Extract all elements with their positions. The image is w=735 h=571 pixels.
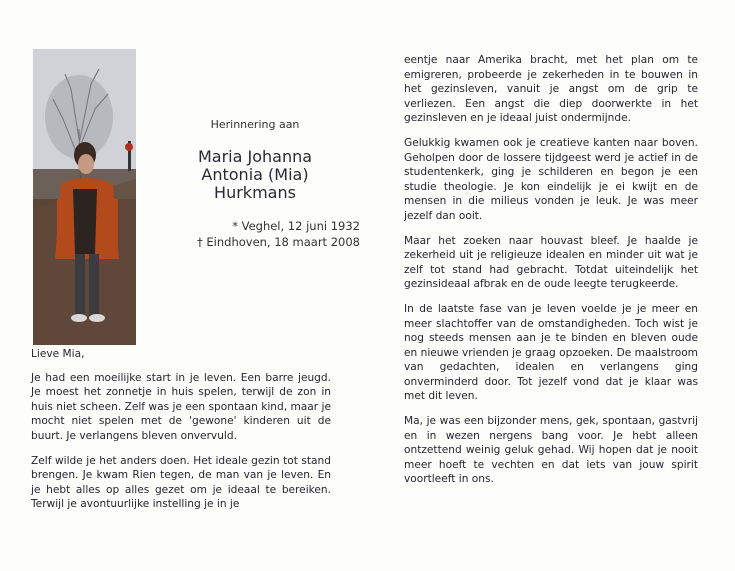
letter-left-column xyxy=(31,347,331,512)
heading-block xyxy=(150,118,360,202)
paragraph-2: Zelf wilde je het anders doen. Het ideale gezin tot stand brengen. Je kwam Rien tegen, de man van je leven. En je hebt alles op alles gezet om je ideaal te bereiken. Terwijl je avontuurlijke instelling je in je xyxy=(31,454,331,511)
dates-block xyxy=(150,218,360,250)
paragraph-7: Ma, je was een bijzonder mens, gek, spontaan, gastvrij en in wezen nergens bang voor. Je hebt alleen ontzettend weinig geluk gehad. Wij hopen dat je nooit meer hoeft te vechten en dat iets van jouw spirit voortleeft in ons. xyxy=(404,415,698,486)
in-memory-label: Herinnering aan xyxy=(210,118,300,131)
portrait-photo xyxy=(33,49,136,345)
greeting: Lieve Mia, xyxy=(31,348,85,360)
letter-right-column xyxy=(404,53,698,487)
name-line-2: Antonia (Mia) xyxy=(201,165,309,184)
paragraph-6: In de laatste fase van je leven voelde je je meer en meer slachtoffer van de omstandigheden. Toch wist je nog steeds mensen aan je te binden en bleven oude en nieuwe vrienden je graag opzoeken. De maalstroom van gedachten, idealen en verlangens ging onverminderd door. Tot jezelf vond dat je klaar was met dit leven. xyxy=(404,302,699,403)
name-line-1: Maria Johanna xyxy=(197,147,313,166)
paragraph-1: Je had een moeilijke start in je leven. Een barre jeugd. Je moest het zonnetje in huis spelen, terwijl de zon in huis niet scheen. Zelf was je een spontaan kind, maar je mocht niet spelen met de 'gewone' kinderen uit de buurt. Je verlangens bleven onvervuld. xyxy=(31,371,331,442)
death-date: † Eindhoven, 18 maart 2008 xyxy=(196,235,360,249)
paragraph-4: Gelukkig kwamen ook je creatieve kanten naar boven. Geholpen door de lossere tijdgeest werd je actief in de studentenkerk, ging je schilderen en begon je een studie theologie. Je kon eindelijk je ei kwijt en de mensen in die milieus vonden je leuk. Je was meer jezelf dan ooit. xyxy=(404,136,698,222)
name-line-3: Hurkmans xyxy=(214,183,296,202)
birth-date: * Veghel, 12 juni 1932 xyxy=(232,219,360,233)
paragraph-5: Maar het zoeken naar houvast bleef. Je haalde je zekerheid uit je religieuze idealen en minder uit wat je zelf tot stand had gebracht. Totdat uiteindelijk het gezinsideaal afbrak en de oude leegte terugkeerde. xyxy=(404,234,698,291)
portrait-illustration xyxy=(33,49,136,345)
paragraph-3: eentje naar Amerika bracht, met het plan om te emigreren, probeerde je zekerheden in te bouwen in het gezinsleven, vanuit je angst om de grip te verliezen. Een angst die diep doorwerkte in het gezinsleven en je ideaal juist ondermijnde. xyxy=(404,54,698,125)
